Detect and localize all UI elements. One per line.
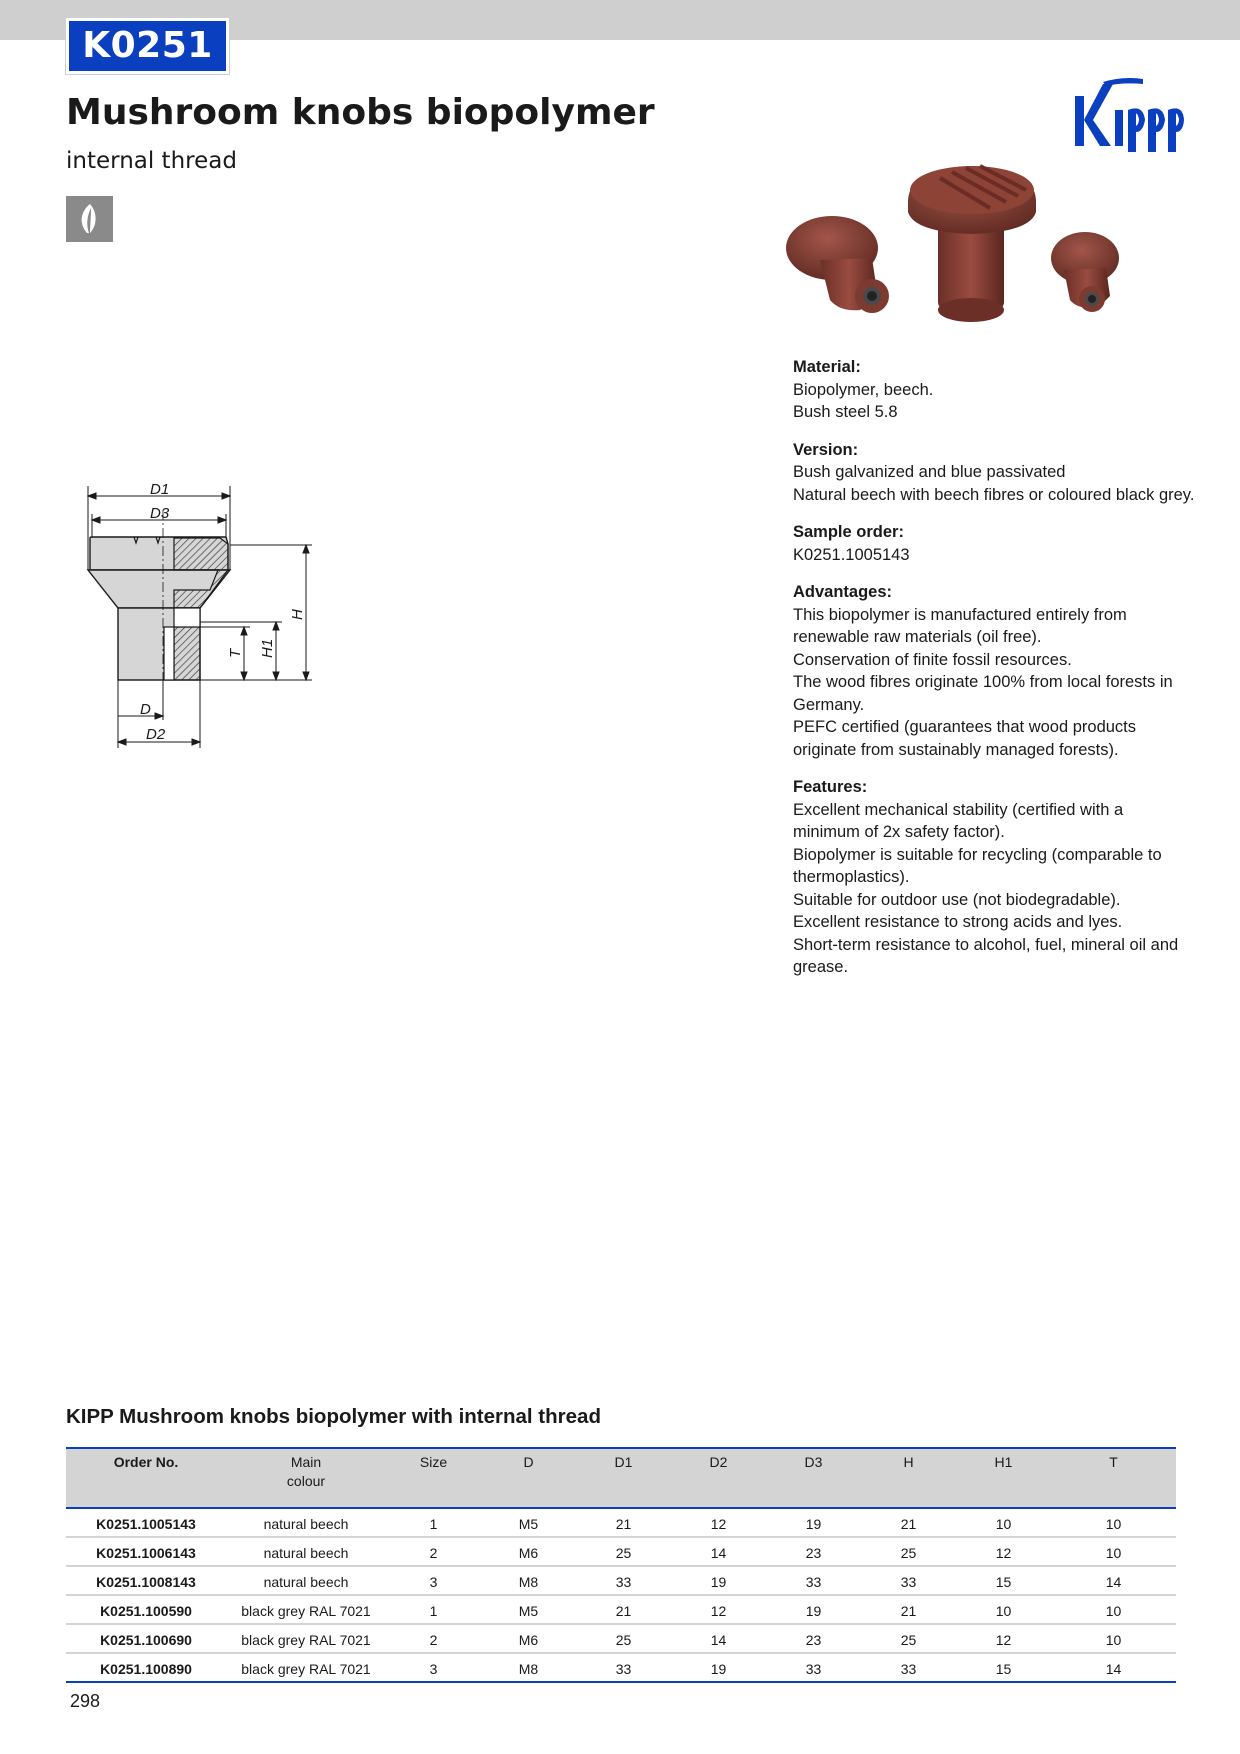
- spec-line: thermoplastics).: [793, 868, 910, 886]
- cell-order-no: K0251.1005143: [66, 1508, 226, 1537]
- cell-order-no: K0251.100690: [66, 1624, 226, 1653]
- spec-line: Excellent mechanical stability (certified with a: [793, 800, 1124, 819]
- cell-h1: 10: [956, 1508, 1051, 1537]
- technical-drawing: [70, 480, 340, 760]
- spec-line: renewable raw materials (oil free).: [793, 628, 1042, 646]
- table-row: [66, 1624, 1176, 1653]
- cell-d2: 12: [671, 1508, 766, 1537]
- spec-advantages: [793, 581, 1193, 761]
- spec-line: K0251.1005143: [793, 545, 910, 564]
- spec-line: Germany.: [793, 695, 865, 714]
- cell-size: 2: [386, 1624, 481, 1653]
- spec-line: grease.: [793, 958, 849, 976]
- cell-size: 3: [386, 1653, 481, 1682]
- cell-d: M8: [481, 1566, 576, 1595]
- table-title: KIPP Mushroom knobs biopolymer with internal thread: [66, 1405, 601, 1428]
- cell-d2: 19: [671, 1566, 766, 1595]
- cell-d1: 21: [576, 1595, 671, 1624]
- cell-order-no: K0251.1008143: [66, 1566, 226, 1595]
- spec-line: Bush galvanized and blue passivated: [793, 463, 1066, 481]
- col-header-h1: H1: [956, 1448, 1051, 1508]
- cell-size: 1: [386, 1595, 481, 1624]
- cell-colour: black grey RAL 7021: [226, 1653, 386, 1682]
- cell-order-no: K0251.1006143: [66, 1537, 226, 1566]
- cell-size: 3: [386, 1566, 481, 1595]
- label-d1: D1: [150, 481, 170, 498]
- col-header-d1: D1: [576, 1448, 671, 1508]
- kipp-logo-icon: [1073, 74, 1185, 158]
- col-header-d2: D2: [671, 1448, 766, 1508]
- table-row: [66, 1537, 1176, 1566]
- col-header-size: Size: [386, 1448, 481, 1508]
- label-d2: D2: [146, 726, 166, 743]
- spec-line: Short-term resistance to alcohol, fuel, mineral oil and: [793, 935, 1179, 954]
- knob-left: [786, 216, 889, 313]
- col-header-d3: D3: [766, 1448, 861, 1508]
- cell-colour: black grey RAL 7021: [226, 1624, 386, 1653]
- cell-t: 10: [1051, 1508, 1176, 1537]
- cell-d2: 14: [671, 1624, 766, 1653]
- spec-line: Excellent resistance to strong acids and lyes.: [793, 913, 1123, 931]
- cell-d1: 33: [576, 1653, 671, 1682]
- leaf-icon: [66, 196, 113, 242]
- cell-h1: 15: [956, 1653, 1051, 1682]
- cell-h: 21: [861, 1595, 956, 1624]
- page-number: 298: [70, 1691, 101, 1711]
- cell-h1: 10: [956, 1595, 1051, 1624]
- cell-order-no: K0251.100590: [66, 1595, 226, 1624]
- cell-colour: black grey RAL 7021: [226, 1595, 386, 1624]
- cell-d: M8: [481, 1653, 576, 1682]
- spec-heading: Sample order:: [793, 523, 904, 541]
- page-subtitle: internal thread: [66, 148, 237, 174]
- cell-size: 1: [386, 1508, 481, 1537]
- table-row: [66, 1508, 1176, 1537]
- cell-d1: 33: [576, 1566, 671, 1595]
- cell-d2: 19: [671, 1653, 766, 1682]
- cell-d3: 19: [766, 1508, 861, 1537]
- col-header-t: T: [1051, 1448, 1176, 1508]
- spec-line: This biopolymer is manufactured entirely from: [793, 605, 1127, 624]
- table-row: [66, 1566, 1176, 1595]
- spec-line: Conservation of finite fossil resources.: [793, 650, 1072, 669]
- cell-d: M6: [481, 1624, 576, 1653]
- spec-line: Biopolymer, beech.: [793, 380, 934, 399]
- cell-h1: 12: [956, 1624, 1051, 1653]
- spec-line: Biopolymer is suitable for recycling (comparable to: [793, 845, 1162, 864]
- cell-size: 2: [386, 1537, 481, 1566]
- col-header-main-line: Main: [290, 1454, 322, 1470]
- cell-d3: 23: [766, 1537, 861, 1566]
- spec-line: originate from sustainably managed forests).: [793, 740, 1119, 759]
- spec-heading: Advantages:: [793, 583, 893, 601]
- col-header-main-colour: [226, 1448, 386, 1508]
- cell-colour: natural beech: [226, 1508, 386, 1537]
- cell-colour: natural beech: [226, 1566, 386, 1595]
- knob-right: [1051, 232, 1119, 312]
- cell-d3: 33: [766, 1566, 861, 1595]
- knob-middle: [908, 166, 1036, 322]
- cell-d2: 12: [671, 1595, 766, 1624]
- cell-d1: 25: [576, 1624, 671, 1653]
- col-header-d: D: [481, 1448, 576, 1508]
- spec-line: Natural beech with beech fibres or coloured black grey.: [793, 485, 1195, 504]
- cell-h: 33: [861, 1653, 956, 1682]
- cell-t: 14: [1051, 1566, 1176, 1595]
- spec-line: The wood fibres originate 100% from local forests in: [793, 673, 1173, 691]
- spec-version: [793, 439, 1193, 507]
- cell-d: M5: [481, 1508, 576, 1537]
- cell-d: M6: [481, 1537, 576, 1566]
- cell-colour: natural beech: [226, 1537, 386, 1566]
- specifications: [793, 356, 1193, 994]
- cell-d3: 33: [766, 1653, 861, 1682]
- spec-line: PEFC certified (guarantees that wood products: [793, 718, 1137, 736]
- cell-h: 21: [861, 1508, 956, 1537]
- col-header-h: H: [861, 1448, 956, 1508]
- spec-features: [793, 776, 1193, 979]
- order-table: [66, 1447, 1176, 1683]
- cell-t: 14: [1051, 1653, 1176, 1682]
- cell-h: 25: [861, 1537, 956, 1566]
- spec-heading: Version:: [793, 440, 859, 459]
- spec-line: Bush steel 5.8: [793, 403, 898, 421]
- cell-t: 10: [1051, 1537, 1176, 1566]
- label-h1: H1: [259, 638, 276, 658]
- product-code-badge: K0251: [66, 18, 229, 74]
- col-header-order-no: Order No.: [66, 1448, 226, 1508]
- label-h: H: [289, 609, 306, 620]
- table-header-row: [66, 1448, 1176, 1508]
- cell-d: M5: [481, 1595, 576, 1624]
- cell-h: 33: [861, 1566, 956, 1595]
- label-d: D: [140, 701, 151, 718]
- spec-line: minimum of 2x safety factor).: [793, 823, 1005, 841]
- cell-d3: 23: [766, 1624, 861, 1653]
- label-d3: D3: [150, 505, 170, 522]
- spec-material: [793, 356, 1193, 424]
- table-row: [66, 1653, 1176, 1682]
- col-header-colour-line: colour: [286, 1473, 326, 1489]
- table-row: [66, 1595, 1176, 1624]
- cell-t: 10: [1051, 1624, 1176, 1653]
- page-title: Mushroom knobs biopolymer: [66, 92, 655, 133]
- cell-d1: 21: [576, 1508, 671, 1537]
- spec-sample-order: [793, 521, 1193, 566]
- cell-order-no: K0251.100890: [66, 1653, 226, 1682]
- cell-h1: 15: [956, 1566, 1051, 1595]
- product-photo: [780, 160, 1150, 335]
- spec-line: Suitable for outdoor use (not biodegradable).: [793, 890, 1121, 909]
- cell-h: 25: [861, 1624, 956, 1653]
- cell-d1: 25: [576, 1537, 671, 1566]
- cell-d3: 19: [766, 1595, 861, 1624]
- cell-d2: 14: [671, 1537, 766, 1566]
- cell-h1: 12: [956, 1537, 1051, 1566]
- label-t: T: [227, 648, 244, 658]
- cell-t: 10: [1051, 1595, 1176, 1624]
- spec-heading: Material:: [793, 358, 861, 376]
- spec-heading: Features:: [793, 778, 868, 796]
